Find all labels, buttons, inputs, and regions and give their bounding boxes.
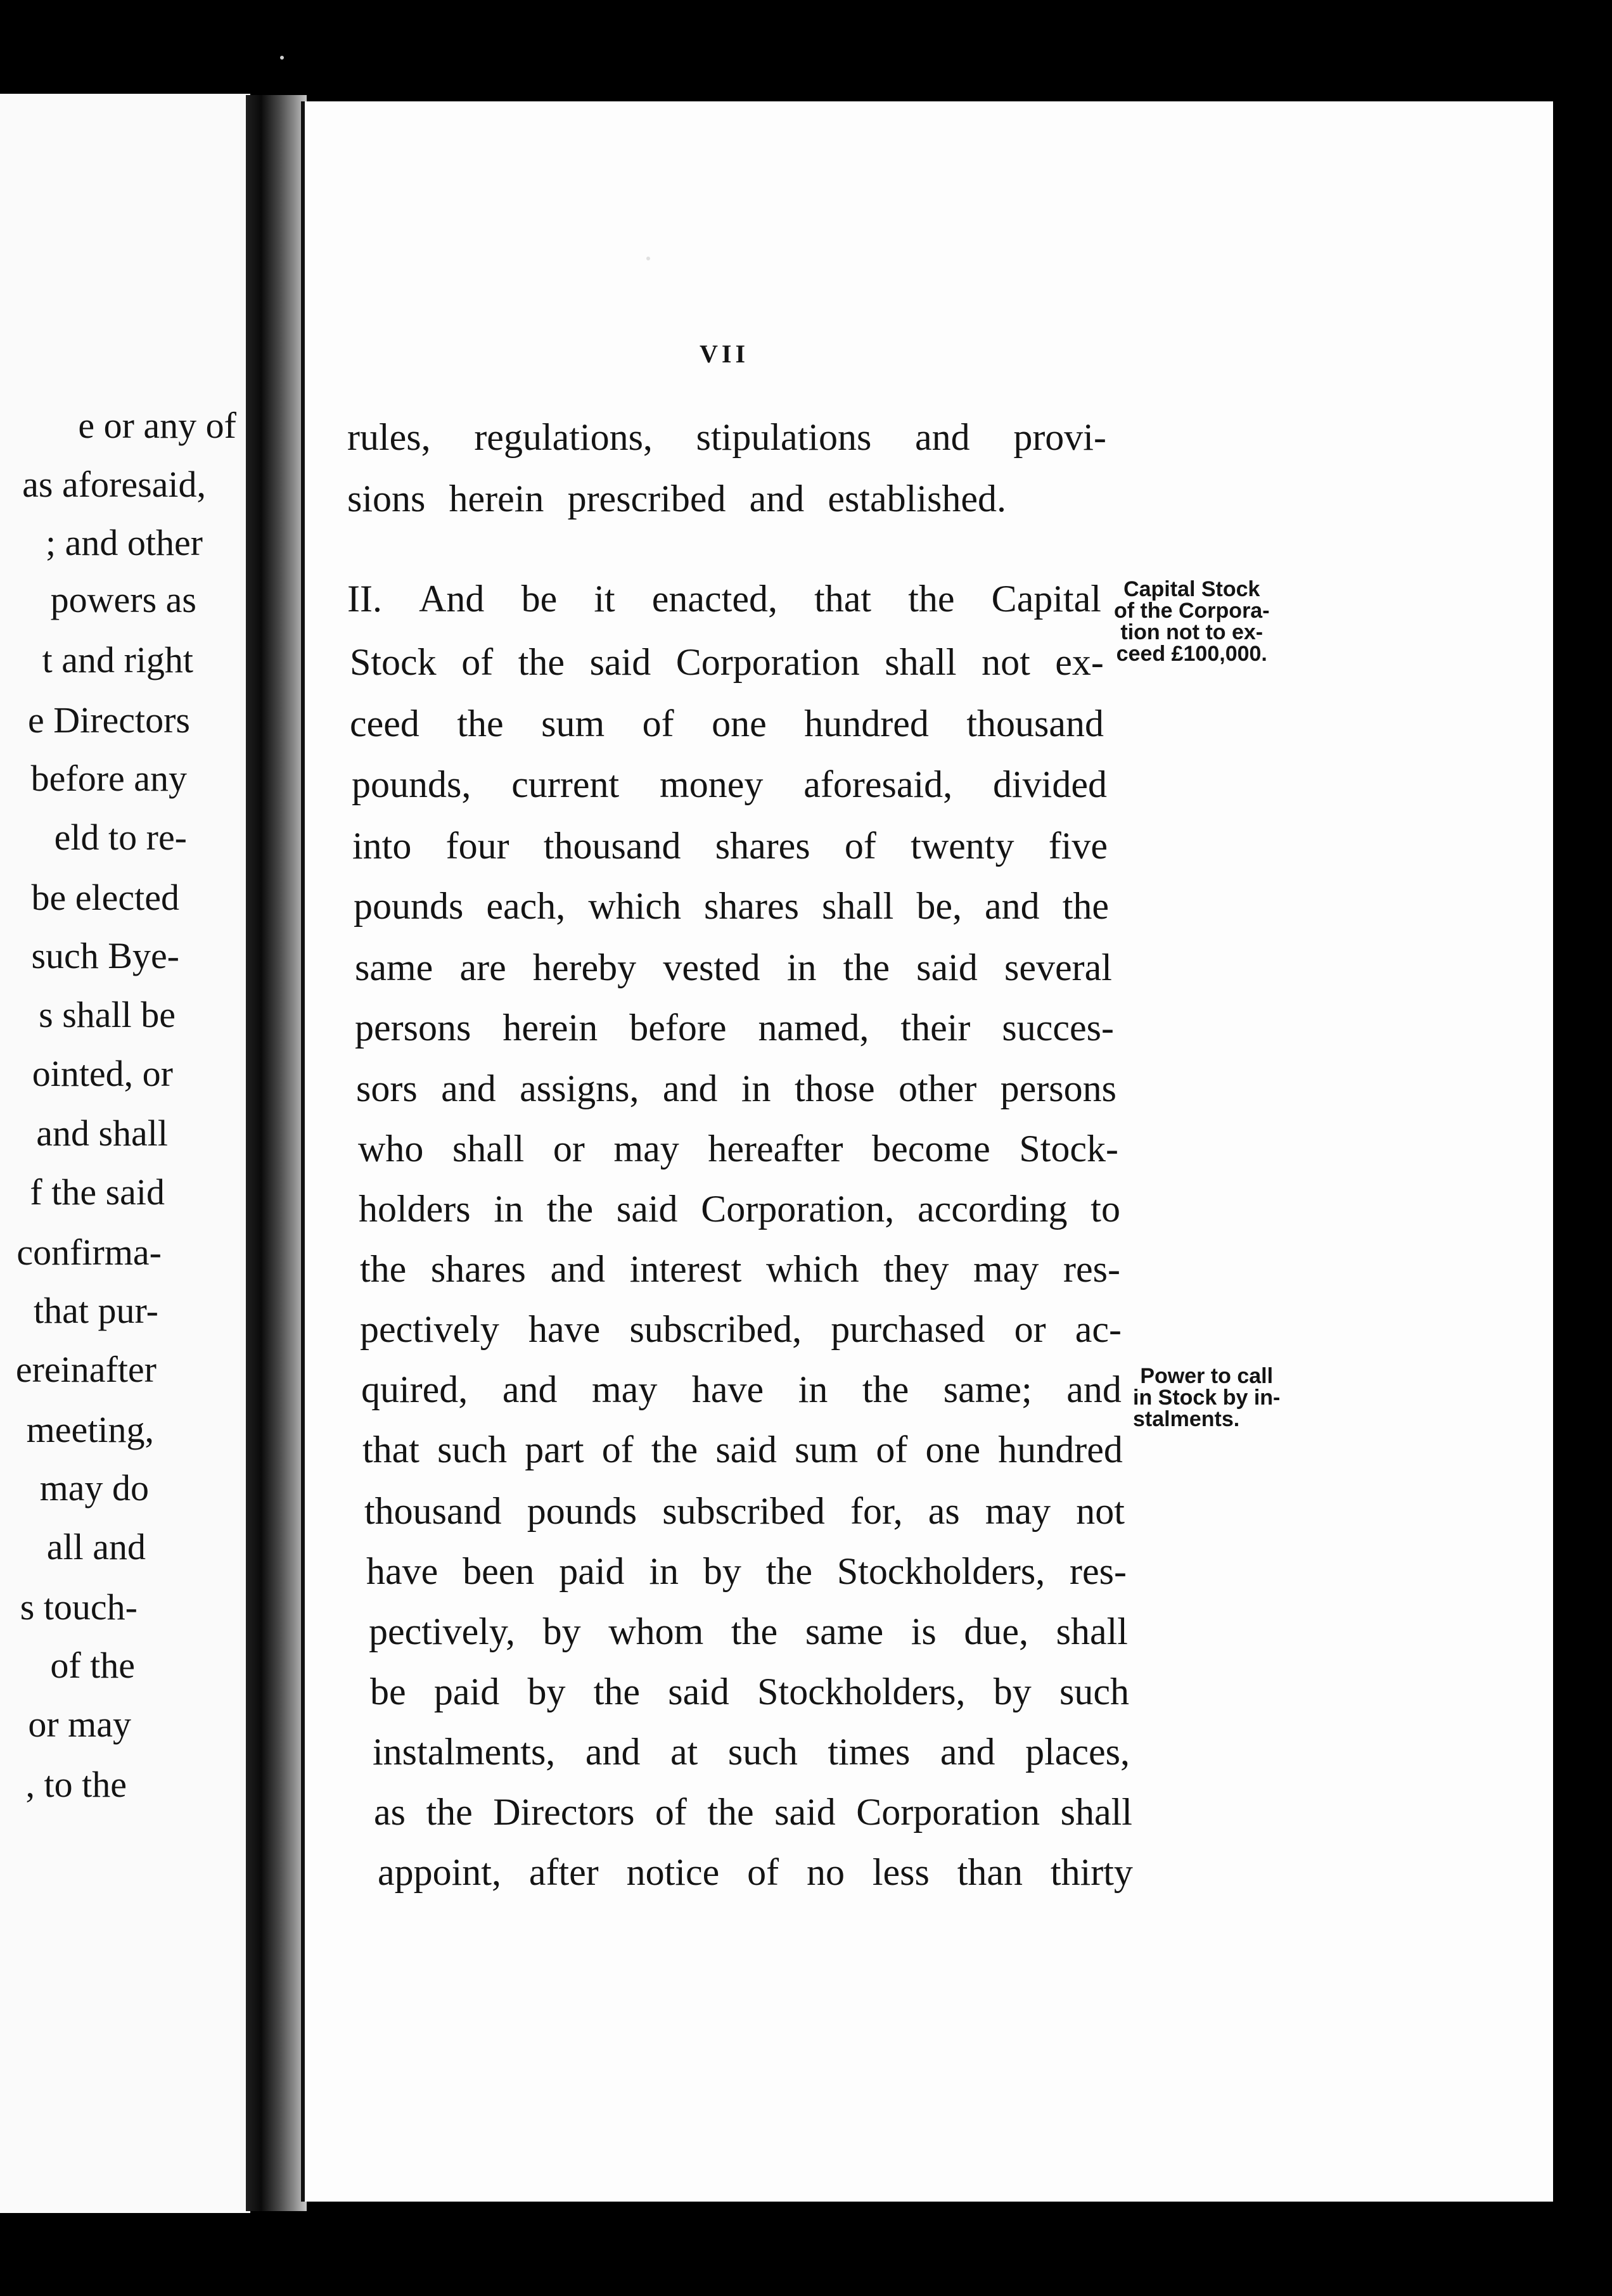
left-page-line: ereinafter bbox=[15, 1349, 157, 1390]
left-page-line: f the said bbox=[30, 1171, 165, 1213]
margin-note-line: stalments. bbox=[1133, 1407, 1240, 1431]
left-page-line: s touch- bbox=[20, 1586, 138, 1628]
word: stipulations bbox=[696, 416, 872, 458]
word: the bbox=[426, 1791, 473, 1833]
word: other bbox=[899, 1068, 977, 1109]
word: due, bbox=[964, 1610, 1029, 1652]
left-page-line: such Bye- bbox=[31, 935, 179, 976]
word: same; bbox=[943, 1368, 1032, 1410]
word: at bbox=[670, 1731, 698, 1773]
body-line bbox=[361, 1370, 1122, 1408]
word: ac- bbox=[1075, 1308, 1122, 1350]
margin-note-line: ceed £100,000. bbox=[1116, 642, 1267, 666]
word: ex- bbox=[1055, 641, 1104, 683]
word: shall bbox=[1056, 1610, 1128, 1652]
left-page-line: ; and other bbox=[45, 522, 203, 563]
left-page-line: confirma- bbox=[16, 1232, 162, 1273]
word: and bbox=[441, 1068, 496, 1109]
word: the bbox=[908, 578, 955, 620]
word: notice bbox=[626, 1851, 720, 1893]
body-line bbox=[360, 1250, 1120, 1288]
left-page-line: all and bbox=[46, 1526, 146, 1567]
body-line bbox=[374, 1793, 1132, 1831]
word: Stock bbox=[350, 641, 437, 683]
word: interest bbox=[629, 1248, 742, 1290]
body-line bbox=[366, 1552, 1127, 1590]
word: and bbox=[915, 416, 970, 458]
word: shall bbox=[452, 1128, 525, 1170]
word: such bbox=[1059, 1671, 1129, 1712]
word: is bbox=[911, 1610, 937, 1652]
word: those bbox=[794, 1068, 875, 1109]
left-page-line: t and right bbox=[42, 639, 193, 680]
word: than bbox=[957, 1851, 1023, 1893]
word: pectively bbox=[360, 1308, 499, 1350]
body-line bbox=[359, 1190, 1120, 1228]
word: such bbox=[437, 1429, 508, 1470]
word: as bbox=[928, 1490, 960, 1532]
word: after bbox=[528, 1851, 599, 1893]
margin-note-line: of the Corpora- bbox=[1114, 599, 1270, 623]
word: are bbox=[459, 947, 506, 988]
word: And bbox=[419, 578, 485, 620]
word: of bbox=[655, 1791, 687, 1833]
word: and bbox=[502, 1368, 558, 1410]
word: said bbox=[715, 1429, 777, 1470]
word: or bbox=[553, 1128, 585, 1170]
word: of bbox=[844, 825, 876, 867]
left-page-line: e or any of bbox=[78, 405, 236, 446]
word: of bbox=[461, 641, 494, 683]
word: of bbox=[642, 703, 674, 744]
word: said bbox=[668, 1671, 729, 1712]
word: in bbox=[741, 1068, 771, 1109]
word: res- bbox=[1070, 1550, 1127, 1592]
word: aforesaid, bbox=[803, 763, 953, 805]
word: paid bbox=[559, 1550, 625, 1592]
word: for, bbox=[850, 1490, 903, 1532]
left-page-line: s shall be bbox=[39, 994, 176, 1035]
word: rules, bbox=[347, 416, 431, 458]
left-page-line: may do bbox=[39, 1467, 149, 1508]
word: may bbox=[973, 1248, 1039, 1290]
word: Directors bbox=[493, 1791, 635, 1833]
word: one bbox=[925, 1429, 981, 1470]
word: which bbox=[765, 1248, 859, 1290]
word: become bbox=[872, 1128, 990, 1170]
word: be, bbox=[916, 885, 962, 927]
word: thousand bbox=[543, 825, 681, 867]
body-line bbox=[355, 1009, 1114, 1047]
word: of bbox=[601, 1429, 634, 1470]
word: Stock- bbox=[1019, 1128, 1118, 1170]
word: the bbox=[457, 703, 504, 744]
word: four bbox=[445, 825, 509, 867]
word: not bbox=[1076, 1490, 1125, 1532]
word: paid bbox=[433, 1671, 500, 1712]
word: as bbox=[374, 1791, 406, 1833]
word: herein bbox=[449, 478, 544, 520]
word: by bbox=[993, 1671, 1032, 1712]
left-page-line: be elected bbox=[31, 877, 179, 918]
word: such bbox=[727, 1731, 798, 1773]
word: to bbox=[1091, 1188, 1120, 1230]
word: of bbox=[876, 1429, 908, 1470]
word: pounds, bbox=[352, 763, 471, 805]
word: herein bbox=[502, 1007, 598, 1049]
body-line bbox=[352, 827, 1108, 865]
word: the bbox=[843, 947, 890, 988]
left-page-line: before any bbox=[30, 758, 187, 799]
word: the bbox=[518, 641, 565, 683]
word: the bbox=[651, 1429, 698, 1470]
body-line bbox=[360, 1310, 1122, 1348]
word: may bbox=[985, 1490, 1051, 1532]
word: subscribed, bbox=[629, 1308, 802, 1350]
margin-note-power-to-call bbox=[1133, 1365, 1280, 1430]
word: subscribed bbox=[662, 1490, 825, 1532]
left-page-line: powers as bbox=[50, 579, 196, 620]
word: said bbox=[774, 1791, 836, 1833]
word: by bbox=[703, 1550, 741, 1592]
word: thirty bbox=[1050, 1851, 1133, 1893]
word: persons bbox=[1000, 1068, 1116, 1109]
word: Stockholders, bbox=[836, 1550, 1046, 1592]
left-page-line: ointed, or bbox=[32, 1053, 173, 1094]
word: said bbox=[616, 1188, 678, 1230]
word: times bbox=[828, 1731, 911, 1773]
word: hundred bbox=[998, 1429, 1123, 1470]
word: and bbox=[985, 885, 1040, 927]
word: established. bbox=[828, 478, 1006, 520]
word: and bbox=[585, 1731, 641, 1773]
word: vested bbox=[663, 947, 760, 988]
word: res- bbox=[1063, 1248, 1120, 1290]
margin-note-line: Power to call bbox=[1140, 1364, 1274, 1388]
word: enacted, bbox=[651, 578, 777, 620]
word: hereby bbox=[532, 947, 637, 988]
left-page-line: meeting, bbox=[26, 1409, 154, 1450]
word: sum bbox=[795, 1429, 859, 1470]
word: in bbox=[798, 1368, 828, 1410]
word: shares bbox=[704, 885, 799, 927]
word: may bbox=[592, 1368, 658, 1410]
body-line bbox=[369, 1612, 1128, 1650]
word: that bbox=[814, 578, 872, 620]
word: purchased bbox=[831, 1308, 985, 1350]
body-line bbox=[370, 1673, 1129, 1711]
word: twenty bbox=[911, 825, 1014, 867]
word: be bbox=[370, 1671, 406, 1712]
word: sum bbox=[541, 703, 605, 744]
left-page-line: that pur- bbox=[34, 1290, 158, 1331]
word: of bbox=[747, 1851, 779, 1893]
word: and bbox=[1066, 1368, 1122, 1410]
word: which bbox=[588, 885, 681, 927]
word: Corporation, bbox=[701, 1188, 895, 1230]
page-number: VII bbox=[700, 340, 750, 368]
word: same bbox=[355, 947, 433, 988]
word: who bbox=[358, 1128, 424, 1170]
left-page-line: as aforesaid, bbox=[22, 464, 206, 505]
word: money bbox=[660, 763, 764, 805]
word: been bbox=[463, 1550, 535, 1592]
body-line bbox=[364, 1492, 1125, 1530]
left-page-line: e Directors bbox=[27, 699, 190, 741]
word: their bbox=[900, 1007, 971, 1049]
word: the bbox=[862, 1368, 909, 1410]
word: ceed bbox=[350, 703, 419, 744]
word: assigns, bbox=[520, 1068, 639, 1109]
word: be bbox=[521, 578, 558, 620]
body-line bbox=[355, 948, 1112, 986]
book-gutter bbox=[246, 95, 307, 2211]
word: sions bbox=[347, 478, 426, 520]
body-line bbox=[354, 887, 1109, 925]
word: in bbox=[494, 1188, 524, 1230]
word: shall bbox=[1060, 1791, 1132, 1833]
word: thousand bbox=[364, 1490, 502, 1532]
word: that bbox=[362, 1429, 419, 1470]
word: hundred bbox=[804, 703, 929, 744]
word: whom bbox=[608, 1610, 704, 1652]
word: and bbox=[749, 478, 805, 520]
word: regulations, bbox=[474, 416, 653, 458]
word: by bbox=[527, 1671, 566, 1712]
word: have bbox=[691, 1368, 764, 1410]
margin-note-line: in Stock by in- bbox=[1133, 1386, 1281, 1410]
word: provi- bbox=[1013, 416, 1106, 458]
word: the bbox=[360, 1248, 407, 1290]
body-line bbox=[350, 705, 1104, 743]
word: one bbox=[712, 703, 767, 744]
word: into bbox=[352, 825, 412, 867]
word: they bbox=[883, 1248, 949, 1290]
margin-note-line: Capital Stock bbox=[1123, 577, 1260, 601]
word: persons bbox=[355, 1007, 471, 1049]
word: may bbox=[613, 1128, 679, 1170]
word: five bbox=[1048, 825, 1108, 867]
word: Stockholders, bbox=[757, 1671, 966, 1712]
scan-speck bbox=[646, 257, 650, 260]
body-line bbox=[350, 643, 1104, 681]
word: succes- bbox=[1002, 1007, 1114, 1049]
word: several bbox=[1004, 947, 1112, 988]
scan-speck bbox=[280, 56, 284, 60]
word: prescribed bbox=[567, 478, 726, 520]
word: in bbox=[786, 947, 817, 988]
word: shall bbox=[885, 641, 957, 683]
word: the bbox=[593, 1671, 641, 1712]
body-line bbox=[378, 1853, 1133, 1891]
word: and bbox=[940, 1731, 995, 1773]
word: not bbox=[982, 641, 1030, 683]
word: shares bbox=[715, 825, 810, 867]
word: same bbox=[805, 1610, 884, 1652]
word: hereafter bbox=[708, 1128, 843, 1170]
word: according bbox=[917, 1188, 1068, 1230]
margin-note-line: tion not to ex- bbox=[1120, 620, 1263, 644]
word: sors bbox=[356, 1068, 418, 1109]
word: have bbox=[366, 1550, 438, 1592]
word: Capital bbox=[991, 578, 1101, 620]
body-line bbox=[373, 1733, 1130, 1771]
left-page-line: , to the bbox=[25, 1764, 127, 1805]
word: part bbox=[525, 1429, 584, 1470]
word: no bbox=[806, 1851, 845, 1893]
word: it bbox=[594, 578, 615, 620]
word: Corporation bbox=[856, 1791, 1040, 1833]
word: the bbox=[546, 1188, 594, 1230]
word: the bbox=[707, 1791, 754, 1833]
left-page-line: or may bbox=[28, 1704, 131, 1745]
word: and bbox=[662, 1068, 718, 1109]
word: divided bbox=[993, 763, 1107, 805]
word: II. bbox=[347, 578, 382, 620]
word: named, bbox=[758, 1007, 869, 1049]
word: holders bbox=[359, 1188, 471, 1230]
word: appoint, bbox=[378, 1851, 501, 1893]
word: shares bbox=[430, 1248, 526, 1290]
word: pounds bbox=[527, 1490, 637, 1532]
word: less bbox=[872, 1851, 930, 1893]
word: in bbox=[649, 1550, 679, 1592]
word: have bbox=[528, 1308, 601, 1350]
word: each, bbox=[486, 885, 566, 927]
word: Corporation bbox=[675, 641, 860, 683]
word: said bbox=[589, 641, 651, 683]
left-page-line: eld to re- bbox=[54, 817, 187, 858]
word: instalments, bbox=[373, 1731, 556, 1773]
word: shall bbox=[821, 885, 894, 927]
body-line bbox=[347, 580, 1101, 618]
body-line bbox=[362, 1431, 1123, 1469]
word: or bbox=[1014, 1308, 1046, 1350]
word: and bbox=[550, 1248, 606, 1290]
word: current bbox=[511, 763, 620, 805]
left-page bbox=[0, 94, 250, 2213]
word: before bbox=[629, 1007, 727, 1049]
word: the bbox=[731, 1610, 778, 1652]
word: places, bbox=[1025, 1731, 1130, 1773]
body-line bbox=[347, 480, 1006, 518]
left-page-line: and shall bbox=[36, 1113, 168, 1154]
word: pounds bbox=[354, 885, 464, 927]
word: said bbox=[916, 947, 978, 988]
word: the bbox=[1062, 885, 1109, 927]
left-page-line: of the bbox=[50, 1645, 135, 1686]
body-line bbox=[356, 1069, 1116, 1107]
word: the bbox=[765, 1550, 813, 1592]
body-line bbox=[352, 765, 1107, 803]
body-line bbox=[347, 418, 1106, 456]
word: by bbox=[542, 1610, 581, 1652]
body-line bbox=[358, 1130, 1118, 1168]
word: pectively, bbox=[369, 1610, 516, 1652]
word: quired, bbox=[361, 1368, 468, 1410]
word: thousand bbox=[966, 703, 1104, 744]
margin-note-capital-stock bbox=[1114, 578, 1270, 665]
